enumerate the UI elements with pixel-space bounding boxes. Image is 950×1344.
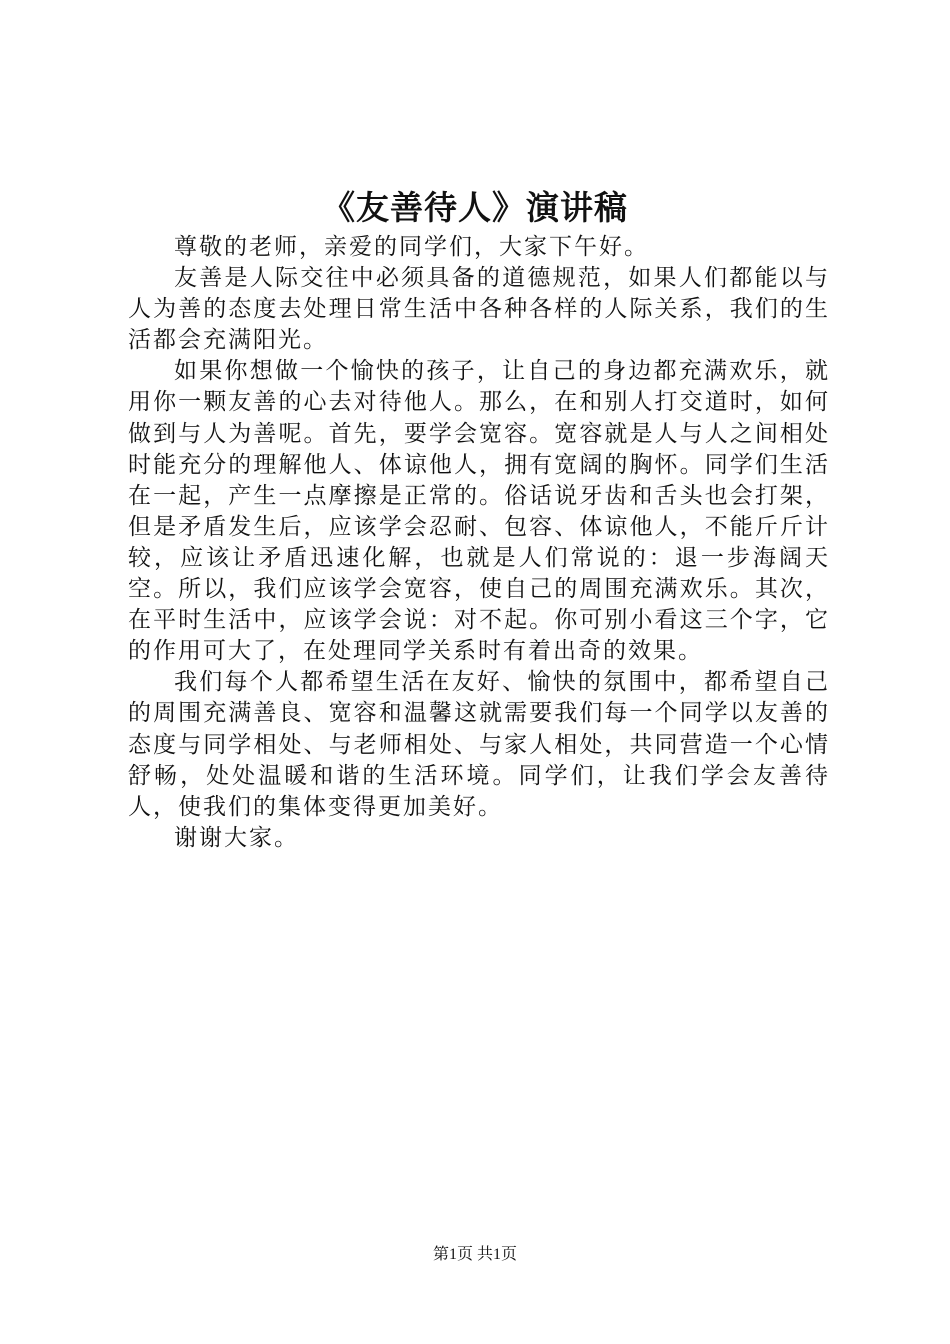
paragraph-intro: 友善是人际交往中必须具备的道德规范，如果人们都能以与人为善的态度去处理日常生活中各种各样的人际关系，我们的生活都会充满阳光。 (128, 265, 830, 354)
page-footer: 第1页 共1页 (432, 1246, 517, 1263)
paragraph-conclusion: 我们每个人都希望生活在友好、愉快的氛围中，都希望自己的周围充满善良、宽容和温馨这就需要我们每一个同学以友善的态度与同学相处、与老师相处、与家人相处，共同营造一个心情舒畅，处处温暖和谐的生活环境。同学们，让我们学会友善待人，使我们的集体变得更加美好。 (128, 669, 830, 820)
paragraph-main: 如果你想做一个愉快的孩子，让自己的身边都充满欢乐，就用你一颗友善的心去对待他人。那么，在和别人打交道时，如何做到与人为善呢。首先，要学会宽容。宽容就是人与人之间相处时能充分的理解他人、体谅他人，拥有宽阔的胸怀。同学们生活在一起，产生一点摩擦是正常的。俗话说牙齿和舌头也会打架，但是矛盾发生后，应该学会忍耐、包容、体谅他人，不能斤斤计较，应该让矛盾迅速化解，也就是人们常说的：退一步海阔天空。所以，我们应该学会宽容，使自己的周围充满欢乐。其次，在平时生活中，应该学会说：对不起。你可别小看这三个字，它的作用可大了，在处理同学关系时有着出奇的效果。 (128, 358, 830, 665)
document-title: 《友善待人》演讲稿 (322, 188, 628, 227)
document-body (128, 232, 830, 854)
paragraph-closing: 谢谢大家。 (174, 824, 299, 851)
paragraph-greeting: 尊敬的老师，亲爱的同学们，大家下午好。 (174, 234, 649, 260)
